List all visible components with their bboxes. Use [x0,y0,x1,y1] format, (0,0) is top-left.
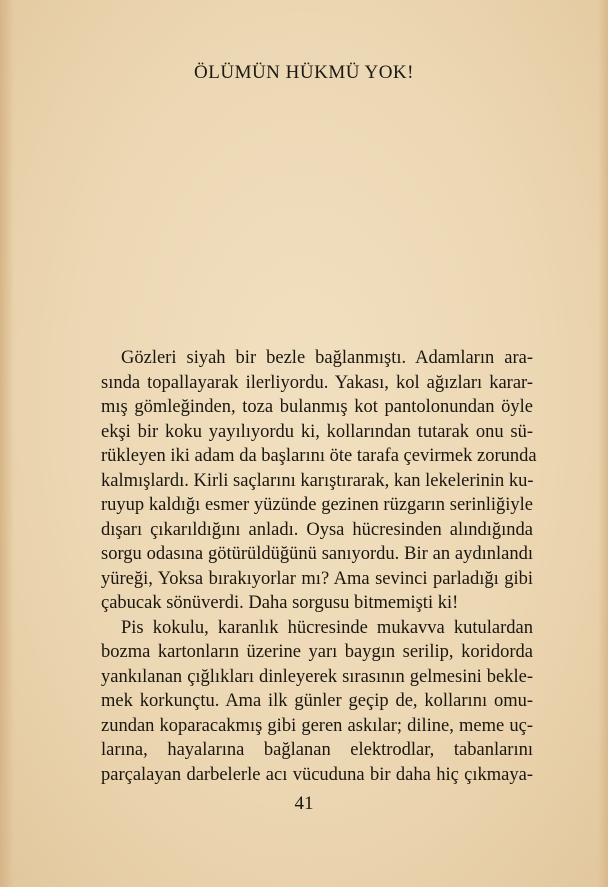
chapter-title: ÖLÜMÜN HÜKMÜ YOK! [194,62,414,83]
text-line: Gözleri siyah bir bezle bağlanmıştı. Adamların ara- [121,348,533,368]
page-number: 41 [294,793,314,814]
text-line: sında topallayarak ilerliyordu. Yakası, kol ağızları karar- [101,372,533,393]
text-line: sorgu odasına götürüldüğünü sanıyordu. Bir an aydınlandı [101,544,533,564]
text-line: larına, hayalarına bağlanan elektrodlar, tabanlarını [101,740,533,760]
text-line: bozma kartonların üzerine yarı baygın serilip, koridorda [101,642,533,662]
text-line: dışarı çıkarıldığını anladı. Oysa hücresinden alındığında [101,519,533,540]
page-right-edge-shadow [598,0,608,887]
page-left-edge-shadow [0,0,14,887]
text-line: kalmışlardı. Kirli saçlarını karıştırarak, kan lekelerinin ku- [101,470,534,491]
text-line: yüreği, Yoksa bırakıyorlar mı? Ama sevinci parladığı gibi [101,568,533,589]
body-text [101,346,537,787]
text-line: Pis kokulu, karanlık hücresinde mukavva kutulardan [121,617,533,638]
paragraph-1 [101,346,537,616]
text-line: ruyup kaldığı esmer yüzünde gezinen rüzgarın serinliğiyle [101,495,533,515]
text-line: mış gömleğinden, toza bulanmış kot pantolonundan öyle [101,397,533,417]
paragraph-2 [101,616,533,788]
text-line: mek korkunçtu. Ama ilk günler geçip de, kollarını omu- [101,691,533,711]
text-line: parçalayan darbelerle acı vücuduna bir daha hiç çıkmaya- [101,764,533,785]
text-line: rükleyen iki adam da başlarını öte tarafa çevirmek zorunda [101,446,537,466]
text-line: çabucak sönüverdi. Daha sorgusu bitmemişti ki! [101,593,459,613]
text-line: ekşi bir koku yayılıyordu ki, kollarından tutarak onu sü- [101,421,533,442]
text-line: zundan koparacakmış gibi geren askılar; diline, meme uç- [101,715,533,736]
text-line: yankılanan çığlıkları dinleyerek sırasının gelmesini bekle- [101,666,533,687]
